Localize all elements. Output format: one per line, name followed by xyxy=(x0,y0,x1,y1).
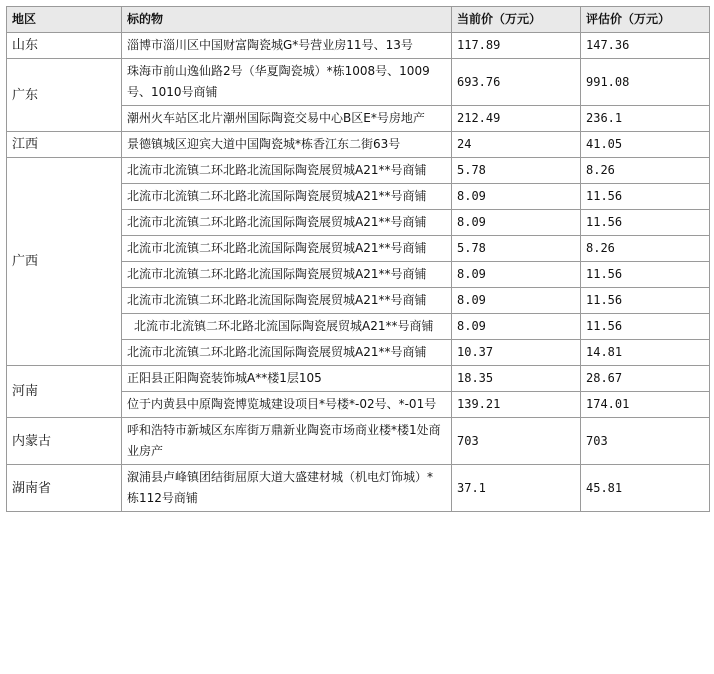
header-item: 标的物 xyxy=(122,7,452,33)
table-header-row xyxy=(7,7,710,33)
current-price-cell: 8.09 xyxy=(452,262,581,288)
header-current-price: 当前价（万元） xyxy=(452,7,581,33)
table-row xyxy=(7,132,710,158)
table-row xyxy=(7,59,710,106)
table-row xyxy=(7,158,710,184)
appraised-price-cell: 28.67 xyxy=(581,366,710,392)
item-cell: 珠海市前山逸仙路2号（华夏陶瓷城）*栋1008号、1009号、1010号商铺 xyxy=(122,59,452,106)
appraised-price-cell: 11.56 xyxy=(581,210,710,236)
item-cell: 北流市北流镇二环北路北流国际陶瓷展贸城A21**号商铺 xyxy=(122,184,452,210)
header-region: 地区 xyxy=(7,7,122,33)
appraised-price-cell: 11.56 xyxy=(581,184,710,210)
current-price-cell: 139.21 xyxy=(452,392,581,418)
current-price-cell: 117.89 xyxy=(452,33,581,59)
table-row xyxy=(7,366,710,392)
region-cell: 广东 xyxy=(7,59,122,132)
region-cell: 江西 xyxy=(7,132,122,158)
appraised-price-cell: 147.36 xyxy=(581,33,710,59)
appraised-price-cell: 236.1 xyxy=(581,106,710,132)
appraised-price-cell: 8.26 xyxy=(581,236,710,262)
appraised-price-cell: 703 xyxy=(581,418,710,465)
appraised-price-cell: 11.56 xyxy=(581,262,710,288)
region-cell: 内蒙古 xyxy=(7,418,122,465)
current-price-cell: 8.09 xyxy=(452,314,581,340)
item-cell: 溆浦县卢峰镇团结街屈原大道大盛建材城（机电灯饰城）* 栋112号商铺 xyxy=(122,465,452,512)
item-cell: 景德镇城区迎宾大道中国陶瓷城*栋香江东二街63号 xyxy=(122,132,452,158)
item-cell: 北流市北流镇二环北路北流国际陶瓷展贸城A21**号商铺 xyxy=(122,262,452,288)
appraised-price-cell: 991.08 xyxy=(581,59,710,106)
current-price-cell: 8.09 xyxy=(452,210,581,236)
appraised-price-cell: 41.05 xyxy=(581,132,710,158)
current-price-cell: 8.09 xyxy=(452,288,581,314)
table-row xyxy=(7,465,710,512)
region-cell: 山东 xyxy=(7,33,122,59)
item-cell: 呼和浩特市新城区东库街万鼎新业陶瓷市场商业楼*楼1处商业房产 xyxy=(122,418,452,465)
item-cell: 潮州火车站区北片潮州国际陶瓷交易中心B区E*号房地产 xyxy=(122,106,452,132)
item-cell: 北流市北流镇二环北路北流国际陶瓷展贸城A21**号商铺 xyxy=(122,210,452,236)
item-cell: 北流市北流镇二环北路北流国际陶瓷展贸城A21**号商铺 xyxy=(122,340,452,366)
current-price-cell: 5.78 xyxy=(452,236,581,262)
region-cell: 湖南省 xyxy=(7,465,122,512)
table-row xyxy=(7,418,710,465)
appraised-price-cell: 174.01 xyxy=(581,392,710,418)
item-cell: 北流市北流镇二环北路北流国际陶瓷展贸城A21**号商铺 xyxy=(122,314,452,340)
region-cell: 广西 xyxy=(7,158,122,366)
current-price-cell: 24 xyxy=(452,132,581,158)
appraised-price-cell: 11.56 xyxy=(581,288,710,314)
appraised-price-cell: 8.26 xyxy=(581,158,710,184)
region-cell: 河南 xyxy=(7,366,122,418)
item-cell: 位于内黄县中原陶瓷博览城建设项目*号楼*-02号、*-01号 xyxy=(122,392,452,418)
auction-table xyxy=(6,6,710,512)
current-price-cell: 10.37 xyxy=(452,340,581,366)
current-price-cell: 212.49 xyxy=(452,106,581,132)
table-row xyxy=(7,33,710,59)
header-appraised-price: 评估价（万元） xyxy=(581,7,710,33)
appraised-price-cell: 45.81 xyxy=(581,465,710,512)
item-cell: 北流市北流镇二环北路北流国际陶瓷展贸城A21**号商铺 xyxy=(122,158,452,184)
current-price-cell: 37.1 xyxy=(452,465,581,512)
appraised-price-cell: 14.81 xyxy=(581,340,710,366)
current-price-cell: 18.35 xyxy=(452,366,581,392)
item-cell: 北流市北流镇二环北路北流国际陶瓷展贸城A21**号商铺 xyxy=(122,288,452,314)
item-cell: 正阳县正阳陶瓷装饰城A**楼1层105 xyxy=(122,366,452,392)
item-cell: 北流市北流镇二环北路北流国际陶瓷展贸城A21**号商铺 xyxy=(122,236,452,262)
current-price-cell: 8.09 xyxy=(452,184,581,210)
appraised-price-cell: 11.56 xyxy=(581,314,710,340)
current-price-cell: 693.76 xyxy=(452,59,581,106)
current-price-cell: 703 xyxy=(452,418,581,465)
current-price-cell: 5.78 xyxy=(452,158,581,184)
item-cell: 淄博市淄川区中国财富陶瓷城G*号营业房11号、13号 xyxy=(122,33,452,59)
